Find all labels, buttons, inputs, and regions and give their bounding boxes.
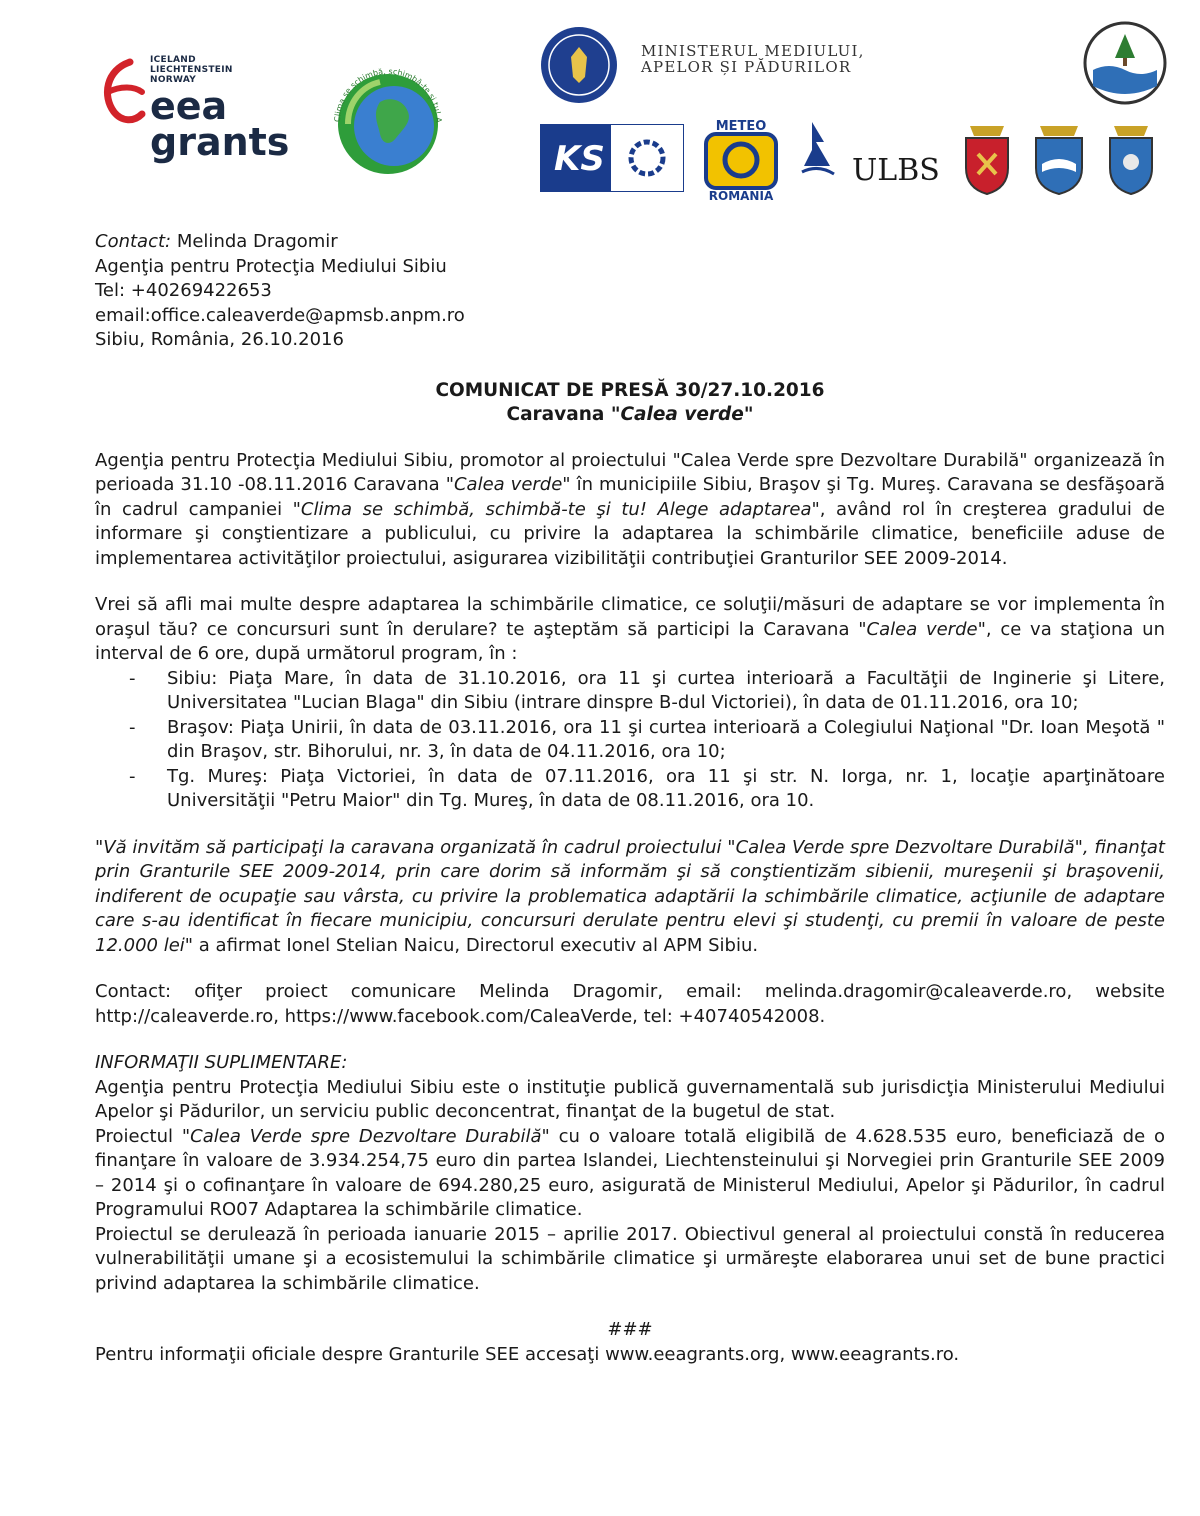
schedule-list	[95, 667, 1165, 814]
eea-countries: ICELAND LIECHTENSTEIN NORWAY	[150, 55, 233, 85]
crest-sibiu-icon	[958, 124, 1016, 198]
director-quote: "Vă invităm să participaţi la caravana organizată în cadrul proiectului "Calea Verde spre Dezvoltare Durabilă", finanţat prin Granturile SEE 2009-2014, prin care dorim să informăm şi să conştientizăm sibienii, mureşenii şi braşovenii, indiferent de ocupaţie sau vârsta, cu privire la problematica adaptării la schimbările climatice, acţiunile de adaptare care s-au identificat în fiecare municipiu, concursuri derulate pentru elevi şi studenţi, cu premii în valoare de peste 12.000 lei" a afirmat Ionel Stelian Naicu, Directorul executiv al APM Sibiu.	[95, 836, 1165, 956]
meteo-romania-logo	[698, 118, 784, 202]
list-item: - Tg. Mureş: Piaţa Victoriei, în data de 07.11.2016, ora 11 şi str. N. Iorga, nr. 1, locaţie aparţinătoare Universităţii "Petru Maior" din Tg. Mureş, în data de 08.11.2016, ora 10.	[95, 765, 1165, 814]
ulbs-emblem-icon	[798, 116, 948, 202]
list-item: - Braşov: Piaţa Unirii, în data de 03.11.2016, ora 11 şi curtea interioară a Colegiului Naţional "Dr. Ioan Meşotă " din Braşov, str. Bihorului, nr. 3, în data de 04.11.2016, ora 10;	[95, 716, 1165, 765]
apm-logo	[1075, 18, 1175, 108]
ministry-logo	[535, 25, 865, 105]
press-release-heading	[95, 379, 1165, 427]
info-paragraph-project: Proiectul "Calea Verde spre Dezvoltare Durabilă" cu o valoare totală eligibilă de 4.628.535 euro, beneficiază de o finanţare în valoare de 3.934.254,75 euro din partea Islandei, Liechtensteinului şi Norvegiei prin Granturile SEE 2009 – 2014 şi o cofinanţare în valoare de 694.280,25 euro, asigurată de Ministerul Mediului, Apelor şi Pădurilor, în cadrul Programului RO07 Adaptarea la schimbările climatice.	[95, 1125, 1166, 1220]
crest-brasov-icon	[1028, 124, 1090, 198]
apm-emblem-icon	[1075, 18, 1175, 108]
ks-emblem-icon	[540, 124, 684, 192]
meteo-emblem-icon	[698, 118, 784, 202]
eea-swoosh-icon	[100, 56, 148, 136]
globe-icon	[318, 52, 458, 180]
contact-block	[95, 230, 1165, 353]
contact-name: Melinda Dragomir	[171, 231, 338, 252]
contact-label: Contact:	[95, 231, 172, 252]
footer-note: Pentru informaţii oficiale despre Granturile SEE accesaţi www.eeagrants.org, www.eeagrants.ro.	[95, 1343, 960, 1365]
list-item: - Sibiu: Piaţa Mare, în data de 31.10.2016, ora 11 şi curtea interioară a Facultăţii de Inginerie şi Litere, Universitatea "Lucian Blaga" din Sibiu (intrare dinspre B-dul Victoriei), în data de 01.11.2016, ora 10;	[95, 667, 1165, 716]
contact-place-date: Sibiu, România, 26.10.2016	[95, 329, 344, 350]
ks-text: KS	[554, 139, 605, 179]
info-paragraph-period: Proiectul se derulează în perioada ianuarie 2015 – aprilie 2017. Obiectivul general al proiectului constă în reducerea vulnerabilităţii umane şi a ecosistemului la schimbările climatice şi urmăreşte elaborarea unui set de bune practici privind adaptarea la schimbările climatice.	[95, 1223, 1165, 1294]
crest-targu-mures-icon	[1102, 124, 1160, 198]
ministry-name: MINISTERUL MEDIULUI, APELOR ȘI PĂDURILOR	[641, 42, 865, 76]
info-paragraph-agency: Agenţia pentru Protecţia Mediului Sibiu este o instituţie publică guvernamentală sub jurisdicţia Ministerului Mediului Apelor şi Pădurilor, un serviciu public deconcentrat, finanţat de la bugetul de stat.	[95, 1076, 1165, 1122]
page-subtitle: Caravana "Calea verde"	[506, 403, 754, 425]
ulbs-text: ULBS	[852, 153, 940, 188]
ks-logo	[540, 124, 684, 192]
contact-email: email:office.caleaverde@apmsb.anpm.ro	[95, 304, 465, 326]
logo-header	[0, 0, 1200, 215]
meteo-bottom-text: ROMÂNIA	[708, 189, 774, 202]
globe-ring-text: Clima se schimbă, schimbă-te și tu! A	[332, 66, 444, 123]
government-seal-icon	[535, 25, 627, 105]
meteo-top-text: METEO	[715, 119, 767, 134]
info-section-title: INFORMAŢII SUPLIMENTARE:	[95, 1052, 348, 1073]
press-release-body	[95, 230, 1165, 1367]
intro-paragraph: Agenţia pentru Protecţia Mediului Sibiu, promotor al proiectului "Calea Verde spre Dezvoltare Durabilă" organizează în perioada 31.10 -08.11.2016 Caravana "Calea verde" în municipiile Sibiu, Braşov şi Tg. Mureş. Caravana se desfăşoară în cadrul campaniei "Clima se schimbă, schimbă-te şi tu! Alege adaptarea", având rol în creşterea gradului de informare şi conştientizare a publicului, cu privire la adaptarea la schimbările climatice, beneficiile aduse de implementarea activităţilor proiectului, asigurarea vizibilităţii contribuţiei Granturilor SEE 2009-2014.	[95, 449, 1165, 569]
schedule-intro: Vrei să afli mai multe despre adaptarea la schimbările climatice, ce soluţii/măsuri de adaptare se vor implementa în oraşul tău? ce concursuri sunt în derulare? te aşteptăm să participi la Caravana "Calea verde", ce va staţiona un interval de 6 ore, după următorul program, în :	[95, 594, 1165, 664]
contact-tel: Tel: +40269422653	[95, 280, 272, 301]
contact-officer-paragraph: Contact: ofiţer proiect comunicare Melinda Dragomir, email: melinda.dragomir@caleaverde.ro, website http://caleaverde.ro, https://www.facebook.com/CaleaVerde, tel: +40740542008.	[95, 981, 1165, 1027]
calea-verde-globe-logo	[318, 52, 458, 180]
separator: ###	[607, 1319, 653, 1340]
contact-org: Agenţia pentru Protecţia Mediului Sibiu	[95, 255, 447, 277]
eea-wordmark: eea grants	[150, 84, 290, 164]
page-title: COMUNICAT DE PRESĂ 30/27.10.2016	[435, 379, 825, 401]
eea-grants-logo	[100, 50, 290, 170]
ulbs-logo	[798, 116, 948, 202]
contact-line	[95, 230, 1165, 255]
